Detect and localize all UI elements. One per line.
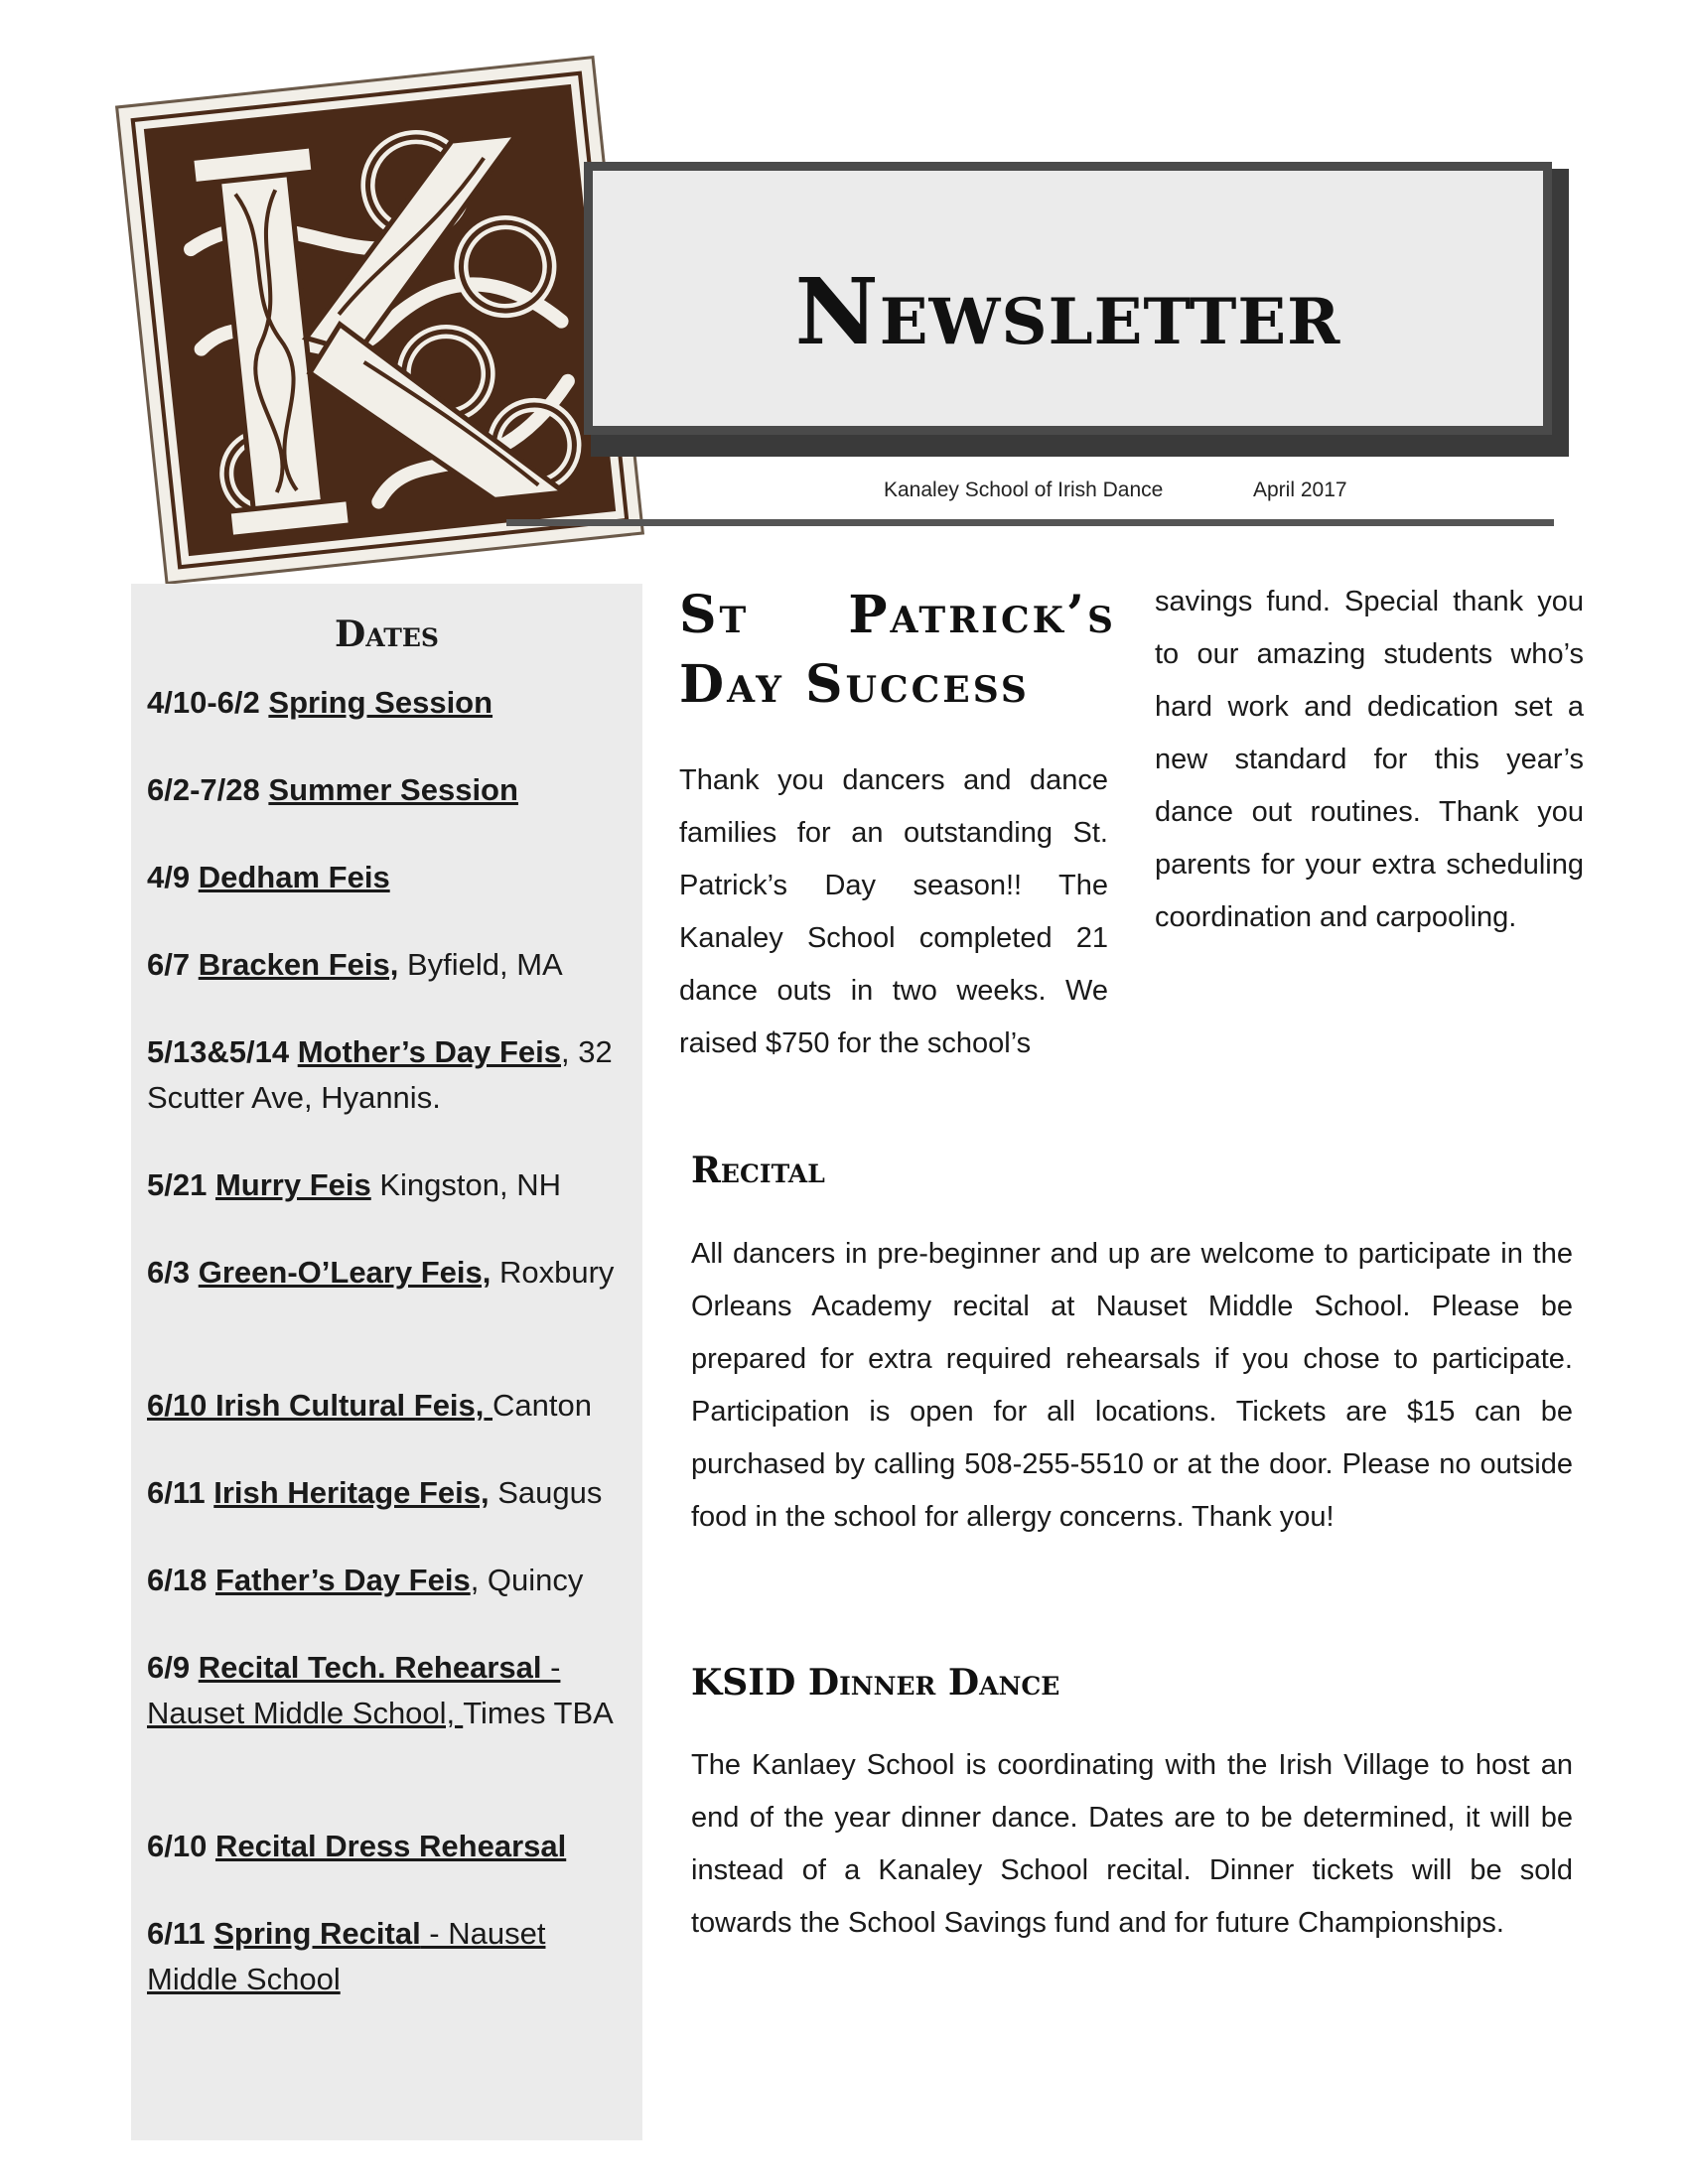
dinner-dance-body: The Kanlaey School is coordinating with the Irish Village to host an end of the year dinner dance. Dates are to be determined, it will be instead of a Kanaley School recital. Dinner tickets will be sold towards the School Savings fund and for future Championships. xyxy=(691,1749,1573,1939)
date-item xyxy=(147,1558,643,1603)
date-item-name: Murry Feis xyxy=(214,1167,371,1202)
date-item-date: 4/9 xyxy=(147,860,191,894)
date-item xyxy=(147,1470,663,1516)
date-item-location: Kingston, NH xyxy=(370,1167,562,1202)
st-patricks-heading-line2: Day Success xyxy=(679,654,1030,715)
date-item-name: Spring Session xyxy=(268,685,493,720)
date-item xyxy=(147,1162,643,1208)
date-item xyxy=(147,680,643,726)
celtic-k-logo-icon xyxy=(115,56,644,585)
masthead-rule xyxy=(506,519,1554,526)
date-item-date: 6/10 xyxy=(147,1829,208,1863)
date-item-time: Times TBA xyxy=(463,1696,614,1730)
date-item xyxy=(147,1029,643,1121)
date-item xyxy=(147,1911,643,2002)
date-item-date: 6/11 xyxy=(147,1916,206,1951)
recital-body: All dancers in pre-beginner and up are welcome to participate in the Orleans Academy recital at Nauset Middle School. Please be prepared for extra required rehearsals if you chose to participate. Participation is open for all locations. Tickets are $15 can be purchased by calling 508-255-5510 or at the door. Please no outside food in the school for allergy concerns. Thank you! xyxy=(691,1238,1573,1533)
title-banner xyxy=(584,162,1552,435)
date-item-date: 6/10 Irish Cultural Feis, xyxy=(147,1388,485,1423)
date-item-name: Spring Recital xyxy=(213,1916,421,1951)
date-item-name: Green-O’Leary Feis, xyxy=(198,1255,492,1290)
date-item-name: Recital Tech. Rehearsal xyxy=(198,1650,542,1685)
school-name: Kanaley School of Irish Dance xyxy=(884,478,1164,501)
dinner-dance-heading: KSID Dinner Dance xyxy=(691,1662,1060,1704)
date-item-location: , Quincy xyxy=(470,1563,584,1597)
date-item-name: Recital Dress Rehearsal xyxy=(214,1829,567,1863)
dates-sidebar xyxy=(131,584,642,2140)
st-patricks-column-1: Thank you dancers and dance families for an outstanding St. Patrick’s Day season!! The Kanaley School completed 21 dance outs in two weeks. We raised $750 for the school’s xyxy=(679,764,1108,1059)
date-item xyxy=(147,1645,643,1736)
date-item-date: 5/13&5/14 xyxy=(147,1034,290,1069)
date-item-location: Byfield, MA xyxy=(398,947,563,982)
date-item-location: Roxbury xyxy=(491,1255,615,1290)
issue-date: April 2017 xyxy=(1253,478,1347,501)
date-item-location: - Nauset Middle School xyxy=(147,1916,546,1996)
date-item xyxy=(147,1383,643,1429)
date-item-name: Dedham Feis xyxy=(198,860,390,894)
date-item-date: 6/9 xyxy=(147,1650,191,1685)
date-item-date: 6/7 xyxy=(147,947,191,982)
sidebar-title: Dates xyxy=(335,614,439,655)
date-item-date: 6/3 xyxy=(147,1255,191,1290)
date-item-location: , 32 Scutter Ave, Hyannis. xyxy=(147,1034,613,1115)
date-item-location: Canton xyxy=(492,1388,592,1423)
recital-heading: Recital xyxy=(691,1150,825,1191)
date-item-name: Summer Session xyxy=(268,772,518,807)
date-item-name: Father’s Day Feis xyxy=(214,1563,471,1597)
date-item-location: - Nauset Middle School, xyxy=(147,1650,561,1730)
date-item xyxy=(147,942,643,988)
date-item xyxy=(147,767,643,813)
date-item-date: 6/11 xyxy=(147,1475,206,1510)
st-patricks-column-2: savings fund. Special thank you to our amazing students who’s hard work and dedication set a new standard for this year’s dance out routines. Thank you parents for your extra scheduling coordination and carpooling. xyxy=(1155,586,1584,933)
date-item-date: 6/18 xyxy=(147,1563,208,1597)
date-item xyxy=(147,1250,643,1296)
date-item-name: Mother’s Day Feis xyxy=(297,1034,561,1069)
date-item-date: 5/21 xyxy=(147,1167,208,1202)
date-item-date: 6/2-7/28 xyxy=(147,772,260,807)
date-item xyxy=(147,855,643,900)
date-item-location: Saugus xyxy=(489,1475,603,1510)
date-item xyxy=(147,1824,643,1869)
date-item-name: Irish Heritage Feis, xyxy=(213,1475,490,1510)
st-patricks-heading-line1: St Patrick’s xyxy=(679,585,1116,645)
date-item-date: 4/10-6/2 xyxy=(147,685,260,720)
st-patricks-heading xyxy=(679,581,1116,720)
newsletter-title: Newsletter xyxy=(794,258,1341,365)
date-item-name: Bracken Feis, xyxy=(198,947,399,982)
